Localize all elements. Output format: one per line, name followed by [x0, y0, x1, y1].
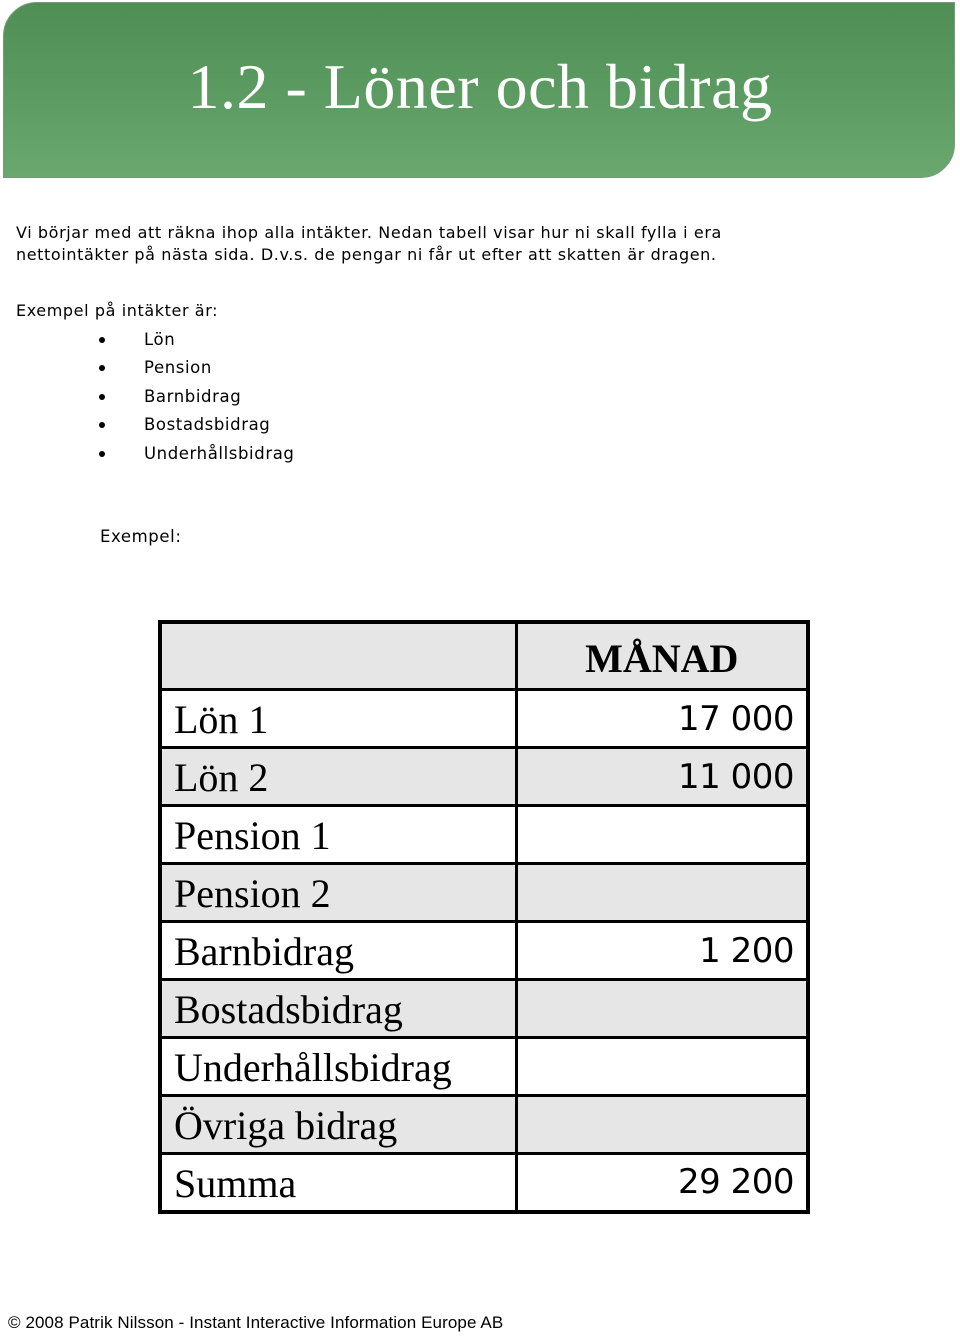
row-value: [516, 1096, 808, 1154]
list-item-label: Bostadsbidrag: [144, 415, 271, 435]
row-label: Barnbidrag: [160, 922, 516, 980]
list-item: [96, 443, 295, 471]
list-item: [96, 386, 295, 414]
column-header-month: MÅNAD: [516, 622, 808, 690]
table-row: [160, 748, 808, 806]
header-empty-cell: [160, 622, 516, 690]
intro-line: nettointäkter på nästa sida. D.v.s. de pengar ni får ut efter att skatten är dragen.: [16, 245, 717, 264]
row-value: 1 200: [516, 922, 808, 980]
table-row: [160, 980, 808, 1038]
row-label: Summa: [160, 1154, 516, 1212]
row-value: 11 000: [516, 748, 808, 806]
table-row: [160, 1096, 808, 1154]
bullet-icon: [99, 451, 105, 457]
list-item: [96, 357, 295, 385]
examples-heading: Exempel på intäkter är:: [16, 301, 219, 320]
row-label: Övriga bidrag: [160, 1096, 516, 1154]
bullet-icon: [99, 422, 105, 428]
bullet-icon: [99, 337, 105, 343]
table-header-row: [160, 622, 808, 690]
bullet-icon: [99, 394, 105, 400]
table-row: [160, 1038, 808, 1096]
page-title: 1.2 - Löner och bidrag: [187, 51, 773, 122]
examples-list: [96, 329, 295, 471]
list-item-label: Underhållsbidrag: [144, 443, 295, 463]
income-table: [158, 620, 810, 1214]
list-item: [96, 414, 295, 442]
table-row: [160, 922, 808, 980]
row-label: Underhållsbidrag: [160, 1038, 516, 1096]
row-label: Lön 2: [160, 748, 516, 806]
row-value: [516, 864, 808, 922]
title-banner: [3, 2, 955, 178]
list-item-label: Barnbidrag: [144, 386, 242, 406]
row-value: 17 000: [516, 690, 808, 748]
row-value: 29 200: [516, 1154, 808, 1212]
bullet-icon: [99, 365, 105, 371]
intro-text: [16, 222, 936, 266]
intro-line: Vi börjar med att räkna ihop alla intäkter. Nedan tabell visar hur ni skall fylla i era: [16, 223, 722, 242]
table-row-total: [160, 1154, 808, 1212]
table-row: [160, 864, 808, 922]
row-label: Bostadsbidrag: [160, 980, 516, 1038]
row-value: [516, 806, 808, 864]
example-label: Exempel:: [100, 527, 182, 546]
list-item: [96, 329, 295, 357]
table-row: [160, 690, 808, 748]
list-item-label: Pension: [144, 358, 212, 378]
copyright-footer: © 2008 Patrik Nilsson - Instant Interactive Information Europe AB: [8, 1313, 504, 1332]
table-row: [160, 806, 808, 864]
row-value: [516, 1038, 808, 1096]
row-label: Pension 2: [160, 864, 516, 922]
list-item-label: Lön: [144, 330, 176, 349]
row-label: Pension 1: [160, 806, 516, 864]
row-label: Lön 1: [160, 690, 516, 748]
row-value: [516, 980, 808, 1038]
